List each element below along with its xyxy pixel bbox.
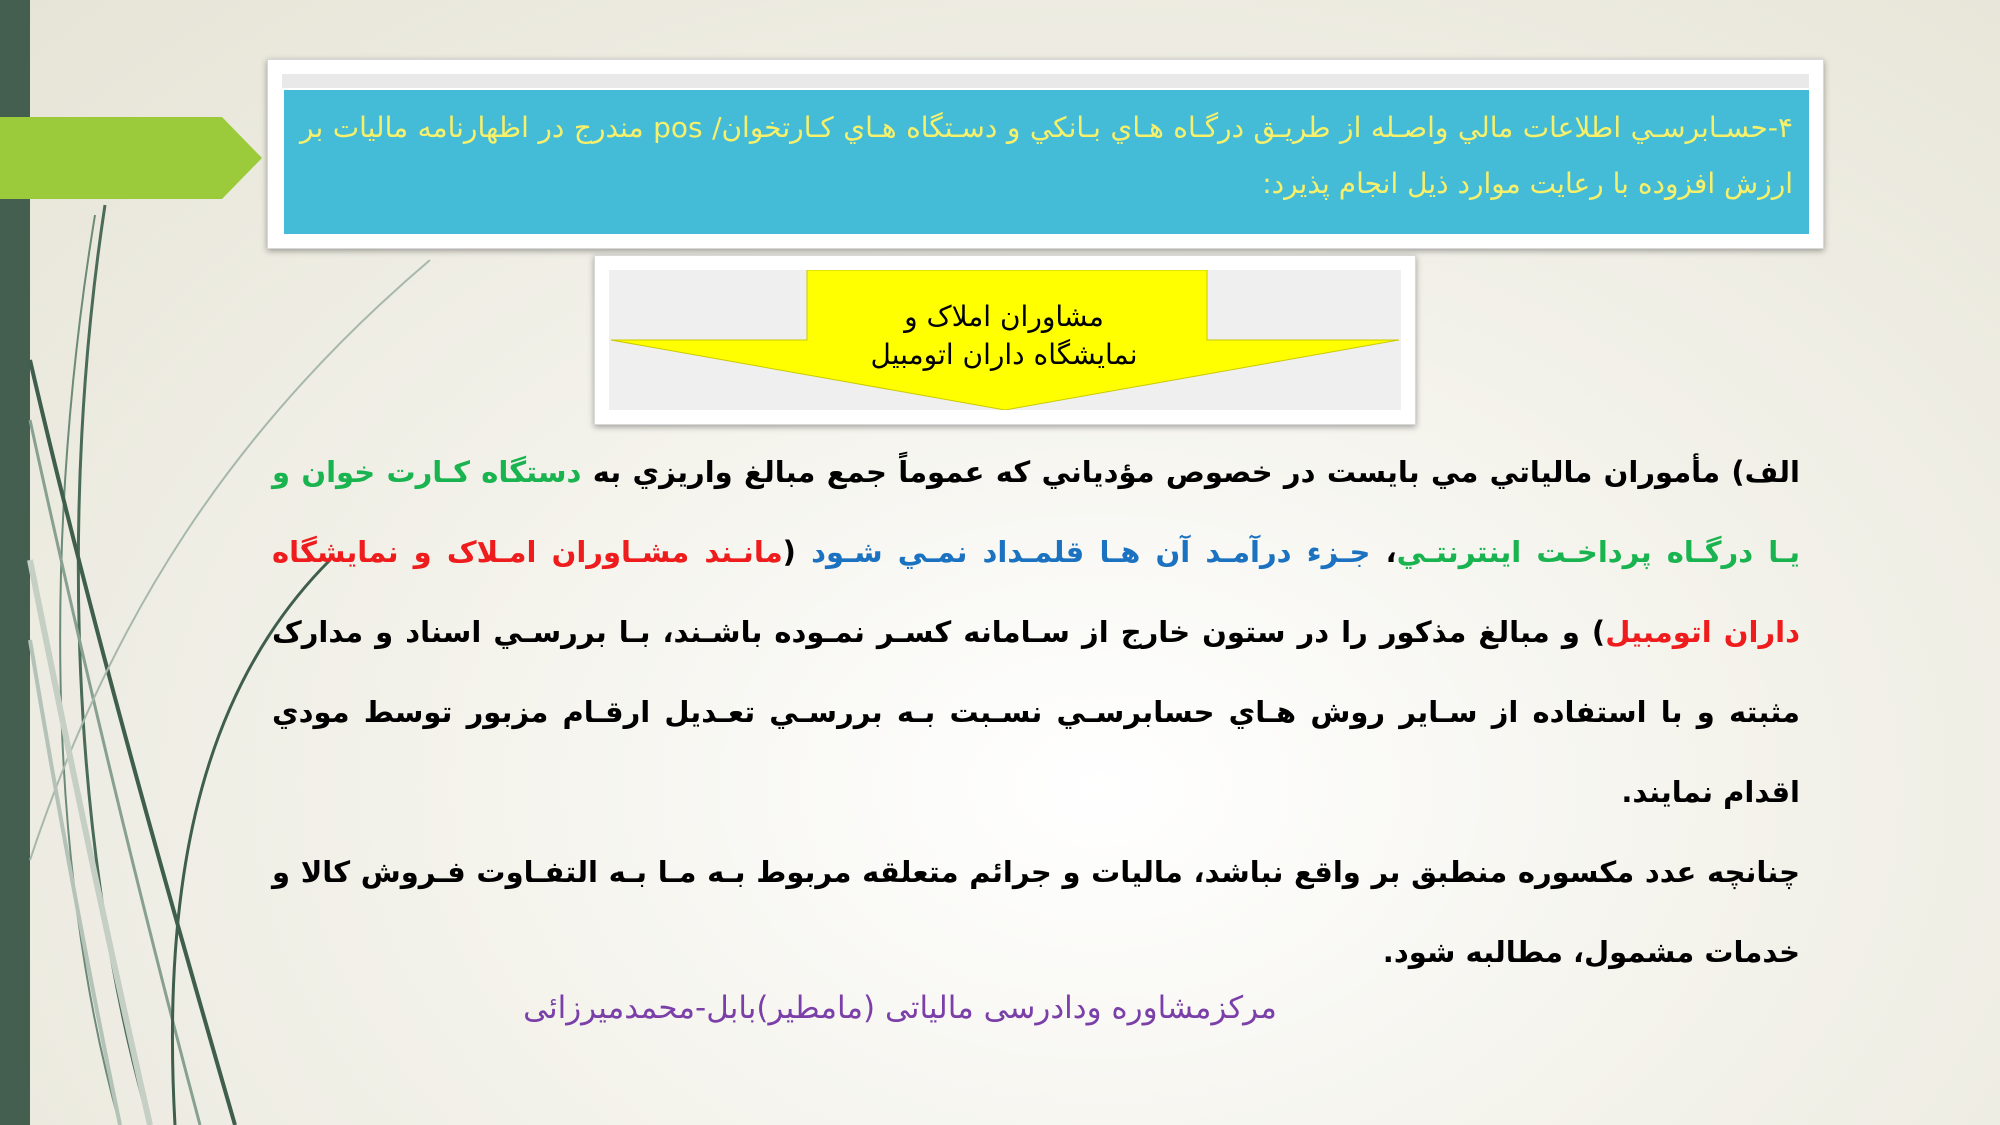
p1-segment-1: الف) مأموران مالياتي مي بايست در خصوص مؤدياني كه عموماً جمع مبالغ واريزي به [581,455,1800,489]
p1-segment-7: ) و مبالغ مذكور را در ستون خارج از سـامانه كسـر نمـوده باشـند، بـا بررسـي اسناد و مدارک مثبته و با استفاده از سـاير روش هـاي حسابرسـي نسـبت بـه بررسـي تعـديل ارقـام مزبور توسط مودي اقدام نمايند. [272,615,1800,809]
p1-segment-5: ( [782,535,812,569]
arrow-label-line-1: مشاوران املاک و [904,300,1104,333]
arrow-label-line-2: نمايشگاه داران اتومبيل [870,338,1138,371]
p1-segment-3: ، [1370,535,1397,569]
body-text [272,432,1800,992]
footer-credit: مرکزمشاوره ودادرسی مالیاتی (مامطیر)بابل-محمدمیرزائی [523,990,1277,1026]
p1-highlight-blue: جـزء درآمـد آن هـا قلمـداد نمـي شـود [811,535,1371,569]
arrow-label [789,298,1219,374]
arrow-image-box [594,255,1416,425]
p1-highlight-green: دستگاه كـارت خوان و يـا درگـاه پرداخـت اينترنتـي [272,455,1800,569]
p1-highlight-red: مانـند مشـاوران امـلاک و نمايشگاه داران اتومبيل [272,535,1800,649]
title-text: ۴-حسـابرسـي اطلاعات مالي واصـله از طريـق درگـاه هـاي بـانكي و دسـتگاه هـاي كـارتخوان/ pos مندرج در اظهارنامه ماليات بر ارزش افزوده با رعايت موارد ذيل انجام پذيرد: [284,90,1809,234]
arrow-image [609,270,1401,410]
title-strip [282,74,1809,88]
paragraph-2: چنانچه عدد مكسوره منطبق بر واقع نباشد، ماليات و جرائم متعلقه مربوط بـه مـا بـه التفـاوت فـروش كالا و خدمات مشمول، مطالبه شود. [272,855,1800,969]
title-box [267,59,1824,249]
green-arrow-shape [0,117,262,199]
paragraph-1 [272,432,1800,832]
